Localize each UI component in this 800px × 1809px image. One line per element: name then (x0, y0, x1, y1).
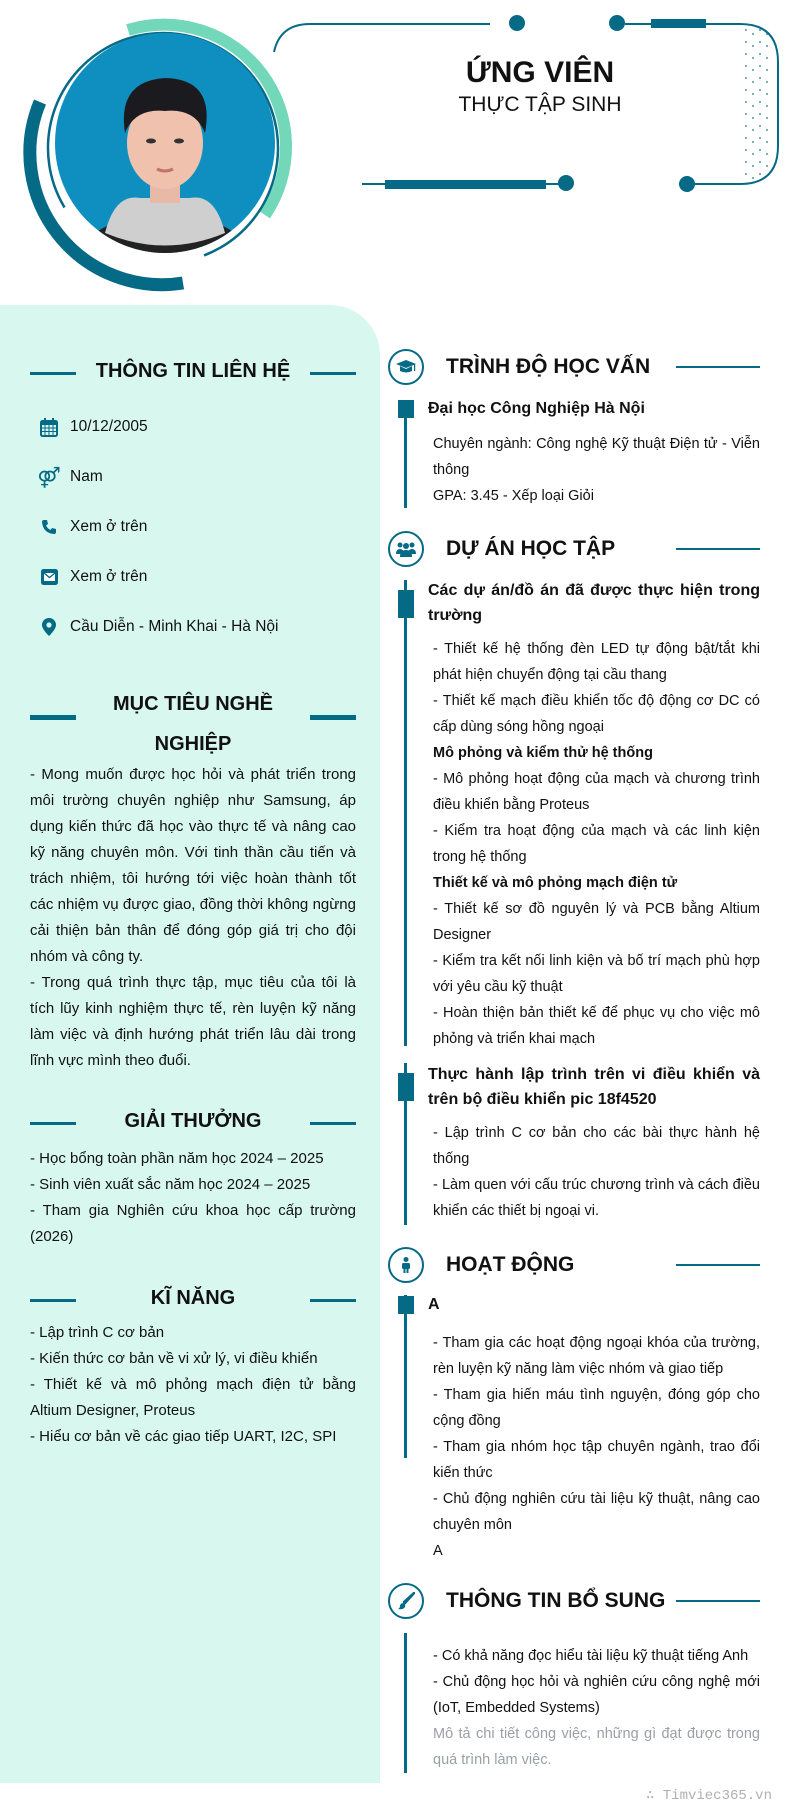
candidate-name: ỨNG VIÊN (465, 56, 615, 89)
candidate-position: THỰC TẬP SINH (458, 93, 622, 116)
email-icon (38, 566, 60, 588)
education-school: Đại học Công Nghiệp Hà Nội (428, 400, 645, 417)
contact-item-address: Cầu Diễn - Minh Khai - Hà Nội (38, 616, 278, 638)
skills-list: - Lập trình C cơ bản - Kiến thức cơ bản về vi xử lý, vi điều khiển - Thiết kế và mô phỏng mạch điện tử bằng Altium Designer, Proteus - Hiểu cơ bản về các giao tiếp UART, I2C, SPI (30, 1324, 356, 1445)
contact-item-phone: Xem ở trên (38, 516, 147, 538)
brush-icon (388, 1583, 424, 1619)
activities-heading: A (428, 1296, 440, 1313)
phone-icon (38, 516, 60, 538)
awards-section-title: GIẢI THƯỞNG (30, 1110, 356, 1133)
person-photo-illustration (55, 33, 275, 253)
graduation-cap-icon (388, 349, 424, 385)
project-details-2: - Lập trình C cơ bản cho các bài thực hành hệ thống - Làm quen với cấu trúc chương trình và cách điều khiển các thiết bị ngoại vi. (433, 1125, 760, 1219)
skills-section-title: KĨ NĂNG (30, 1287, 356, 1310)
project-heading-2: Thực hành lập trình trên vi điều khiển và trên bộ điều khiển pic 18f4520 (428, 1066, 760, 1108)
gender-icon: ⚤ (37, 466, 61, 489)
contact-item-email: Xem ở trên (38, 566, 147, 588)
education-section-header: TRÌNH ĐỘ HỌC VẤN (388, 347, 760, 387)
contact-section-title: THÔNG TIN LIÊN HỆ (30, 360, 356, 383)
objective-section-title: MỤC TIÊU NGHỀ NGHIỆP (30, 684, 356, 764)
activities-section-header: HOẠT ĐỘNG (388, 1245, 760, 1285)
contact-item-gender: ⚤ Nam (37, 466, 103, 489)
activities-details: - Tham gia các hoạt động ngoại khóa của trường, rèn luyện kỹ năng làm việc nhóm và giao tiếp - Tham gia hiến máu tình nguyện, đóng góp cho cộng đồng - Tham gia nhóm học tập chuyên ngành, trao đổi kiến thức - Chủ động nghiên cứu tài liệu kỹ thuật, nâng cao chuyên môn A (433, 1335, 760, 1559)
projects-section-header: DỰ ÁN HỌC TẬP (388, 529, 760, 569)
dot-pattern (745, 29, 768, 179)
group-icon (388, 531, 424, 567)
watermark: ∴ Timviec365.vn (645, 1788, 772, 1804)
avatar (55, 33, 275, 253)
person-icon (388, 1247, 424, 1283)
objective-text: - Mong muốn được học hỏi và phát triển trong môi trường chuyên nghiệp như Samsung, áp dụng kiến thức đã học vào thực tế và nâng cao kỹ năng chuyên môn. Với tinh thần cầu tiến và trách nhiệm, tôi hướng tới việc hoàn thành tốt các nhiệm vụ được giao, đồng thời không ngừng cải thiện bản thân để đóng góp giá trị cho đội nhóm và công ty. - Trong quá trình thực tập, mục tiêu của tôi là tích lũy kinh nghiệm thực tế, rèn luyện kỹ năng làm việc và định hướng phát triển lâu dài trong lĩnh vực mình theo đuổi. (30, 766, 356, 1069)
project-details-1: - Thiết kế hệ thống đèn LED tự động bật/tắt khi phát hiện chuyển động tại cầu thang - Thiết kế mạch điều khiển tốc độ động cơ DC có cấp dùng sóng hồng ngoại Mô phỏng và kiểm thử hệ thống - Mô phỏng hoạt động của mạch và chương trình điều khiển bằng Proteus - Kiểm tra hoạt động của mạch và các linh kiện trong hệ thống Thiết kế và mô phỏng mạch điện tử - Thiết kế sơ đồ nguyên lý và PCB bằng Altium Designer - Kiểm tra kết nối linh kiện và bố trí mạch phù hợp với yêu cầu kỹ thuật - Hoàn thiện bản thiết kế để phục vụ cho việc mô phỏng và triển khai mạch (433, 641, 760, 1047)
awards-list: - Học bổng toàn phần năm học 2024 – 2025 - Sinh viên xuất sắc năm học 2024 – 2025 - Tham gia Nghiên cứu khoa học cấp trường (2026) (30, 1150, 356, 1245)
location-icon (38, 616, 60, 638)
description-placeholder: Mô tả chi tiết công việc, những gì đạt được trong quá trình làm việc. (433, 1726, 760, 1768)
project-heading-1: Các dự án/đồ án đã được thực hiện trong trường (428, 582, 760, 624)
contact-item-birthday: 10/12/2005 (38, 416, 148, 438)
calendar-icon (38, 416, 60, 438)
additional-section-header: THÔNG TIN BỔ SUNG (388, 1581, 760, 1621)
additional-details: - Có khả năng đọc hiểu tài liệu kỹ thuật tiếng Anh - Chủ động học hỏi và nghiên cứu công nghệ mới (IoT, Embedded Systems) Mô tả chi tiết công việc, những gì đạt được trong quá trình làm việc. (433, 1643, 760, 1773)
education-details: Chuyên ngành: Công nghệ Kỹ thuật Điện tử - Viễn thông GPA: 3.45 - Xếp loại Giỏi (433, 436, 760, 504)
